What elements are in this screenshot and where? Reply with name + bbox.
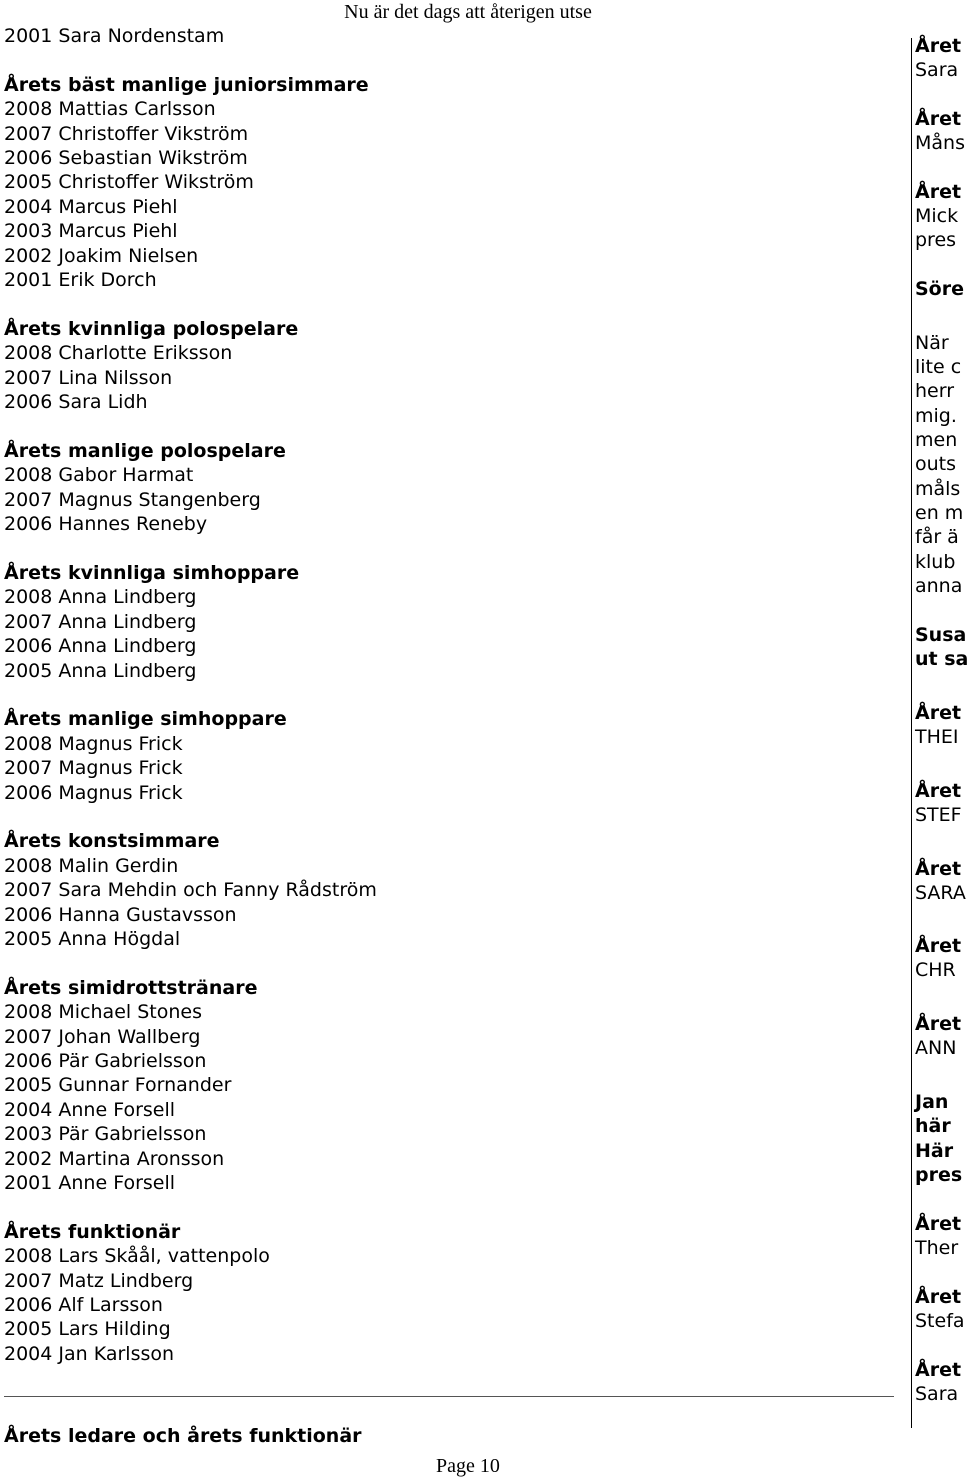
winner-item: 2006 Alf Larsson <box>4 1294 163 1316</box>
right-column-line: Året <box>915 35 962 57</box>
winner-item: 2006 Anna Lindberg <box>4 635 197 658</box>
award-sections <box>4 73 894 1366</box>
right-column-line: Stefa <box>915 1310 965 1332</box>
right-column-line: Året <box>915 1013 962 1035</box>
winner-item: 2004 Anne Forsell <box>4 1098 176 1121</box>
winner-item: 2008 Anna Lindberg <box>4 586 197 609</box>
award-section <box>4 561 894 683</box>
horizontal-rule <box>4 1396 894 1397</box>
right-column-line: måls <box>915 478 961 500</box>
right-column-line: lite c <box>915 356 962 378</box>
winner-item: 2001 Anne Forsell <box>4 1171 176 1194</box>
right-column-line: Året <box>915 108 962 130</box>
winner-item: 2007 Christoffer Vikström <box>4 122 249 145</box>
page-header: Nu är det dags att återigen utse <box>344 1 592 23</box>
winner-item: 2007 Sara Mehdin och Fanny Rådström <box>4 879 377 902</box>
right-column-line: klub <box>915 551 956 573</box>
winner-item: 2006 Hannes Reneby <box>4 513 208 536</box>
winner-item: 2007 Lina Nilsson <box>4 366 173 389</box>
winner-item: 2007 Matz Lindberg <box>4 1269 194 1292</box>
right-column-line: Jan <box>915 1091 949 1113</box>
section-heading: Årets kvinnliga polospelare <box>4 317 299 340</box>
spacer <box>4 48 894 72</box>
right-column-line: pres <box>915 1164 963 1186</box>
winner-item: 2004 Marcus Piehl <box>4 195 178 218</box>
right-column-line: Året <box>915 935 962 957</box>
right-column-line: Mick <box>915 205 959 227</box>
right-column-line: en m <box>915 502 964 524</box>
winner-item: 2005 Lars Hilding <box>4 1318 171 1341</box>
section-heading: Årets bäst manlige juniorsimmare <box>4 73 369 96</box>
winner-item: 2008 Michael Stones <box>4 1001 202 1024</box>
winner-item: 2001 Erik Dorch <box>4 269 157 292</box>
winner-item: 2008 Mattias Carlsson <box>4 98 216 121</box>
winner-item: 2003 Marcus Piehl <box>4 220 178 243</box>
winner-item: 2003 Pär Gabrielsson <box>4 1123 207 1146</box>
winner-item: 2008 Malin Gerdin <box>4 854 179 877</box>
right-column-line: Året <box>915 780 962 802</box>
winner-item: 2006 Pär Gabrielsson <box>4 1049 207 1072</box>
award-section <box>4 829 894 951</box>
award-section <box>4 976 894 1196</box>
right-column-line: Året <box>915 858 962 880</box>
right-column-line: SARA <box>915 882 966 904</box>
bottom-partial-line: Årets ledare och årets funktionär <box>4 1425 362 1447</box>
winner-item: 2005 Anna Lindberg <box>4 659 197 682</box>
right-column-line: Året <box>915 1213 962 1235</box>
winner-item: 2006 Magnus Frick <box>4 781 183 804</box>
winner-item: 2008 Lars Skåål, vattenpolo <box>4 1245 270 1268</box>
winner-item: 2006 Hanna Gustavsson <box>4 903 237 926</box>
top-partial-line: 2001 Sara Nordenstam <box>4 25 225 47</box>
award-section <box>4 439 894 537</box>
right-column-line: STEF <box>915 804 962 826</box>
right-column-line: ANN <box>915 1037 957 1059</box>
section-heading: Årets simidrottstränare <box>4 976 258 999</box>
award-section <box>4 1220 894 1366</box>
right-column-line: Måns <box>915 132 965 154</box>
winner-item: 2008 Magnus Frick <box>4 732 183 755</box>
right-column-line: Susa <box>915 624 967 646</box>
section-heading: Årets kvinnliga simhoppare <box>4 561 300 584</box>
right-column-line: Året <box>915 181 962 203</box>
winner-item: 2007 Johan Wallberg <box>4 1025 201 1048</box>
winner-item: 2008 Charlotte Eriksson <box>4 342 233 365</box>
section-heading: Årets manlige polospelare <box>4 439 286 462</box>
right-column-line: Sara <box>915 59 959 81</box>
right-column-line: mig. <box>915 405 957 427</box>
winner-item: 2007 Magnus Stangenberg <box>4 488 261 511</box>
winner-item: 2008 Gabor Harmat <box>4 464 194 487</box>
right-column-line: men <box>915 429 958 451</box>
section-heading: Årets konstsimmare <box>4 830 220 853</box>
section-heading: Årets manlige simhoppare <box>4 708 287 731</box>
winner-item: 2007 Magnus Frick <box>4 757 183 780</box>
column-divider <box>911 38 912 1428</box>
right-column <box>915 34 968 1428</box>
right-column-line: Sara <box>915 1383 959 1405</box>
winner-item: 2007 Anna Lindberg <box>4 610 197 633</box>
right-column-line: Året <box>915 702 962 724</box>
winner-item: 2004 Jan Karlsson <box>4 1342 175 1365</box>
right-column-line: Ther <box>915 1237 959 1259</box>
right-column-line: Året <box>915 1286 962 1308</box>
section-heading: Årets funktionär <box>4 1220 181 1243</box>
right-column-line: Året <box>915 1359 962 1381</box>
page-footer: Page 10 <box>436 1455 500 1477</box>
right-column-line: Här <box>915 1140 954 1162</box>
winner-item: 2006 Sebastian Wikström <box>4 147 248 170</box>
award-section <box>4 707 894 805</box>
right-column-line: anna <box>915 575 963 597</box>
winner-item: 2005 Anna Högdal <box>4 927 181 950</box>
right-column-line: THEI <box>915 726 959 748</box>
right-column-line: här <box>915 1115 951 1137</box>
right-column-line: pres <box>915 229 957 251</box>
right-column-line: outs <box>915 453 957 475</box>
right-column-line: När <box>915 332 949 354</box>
award-section <box>4 73 894 293</box>
right-column-line: herr <box>915 380 955 402</box>
winner-item: 2002 Martina Aronsson <box>4 1147 225 1170</box>
winner-item: 2005 Christoffer Wikström <box>4 171 254 194</box>
right-column-line: Söre <box>915 278 964 300</box>
winner-item: 2002 Joakim Nielsen <box>4 244 199 267</box>
winner-item: 2006 Sara Lidh <box>4 391 148 414</box>
right-column-line: får ä <box>915 526 959 548</box>
right-column-line: CHR <box>915 959 956 981</box>
right-column-line: ut sa <box>915 648 968 670</box>
winner-item: 2005 Gunnar Fornander <box>4 1074 232 1097</box>
award-section <box>4 317 894 415</box>
